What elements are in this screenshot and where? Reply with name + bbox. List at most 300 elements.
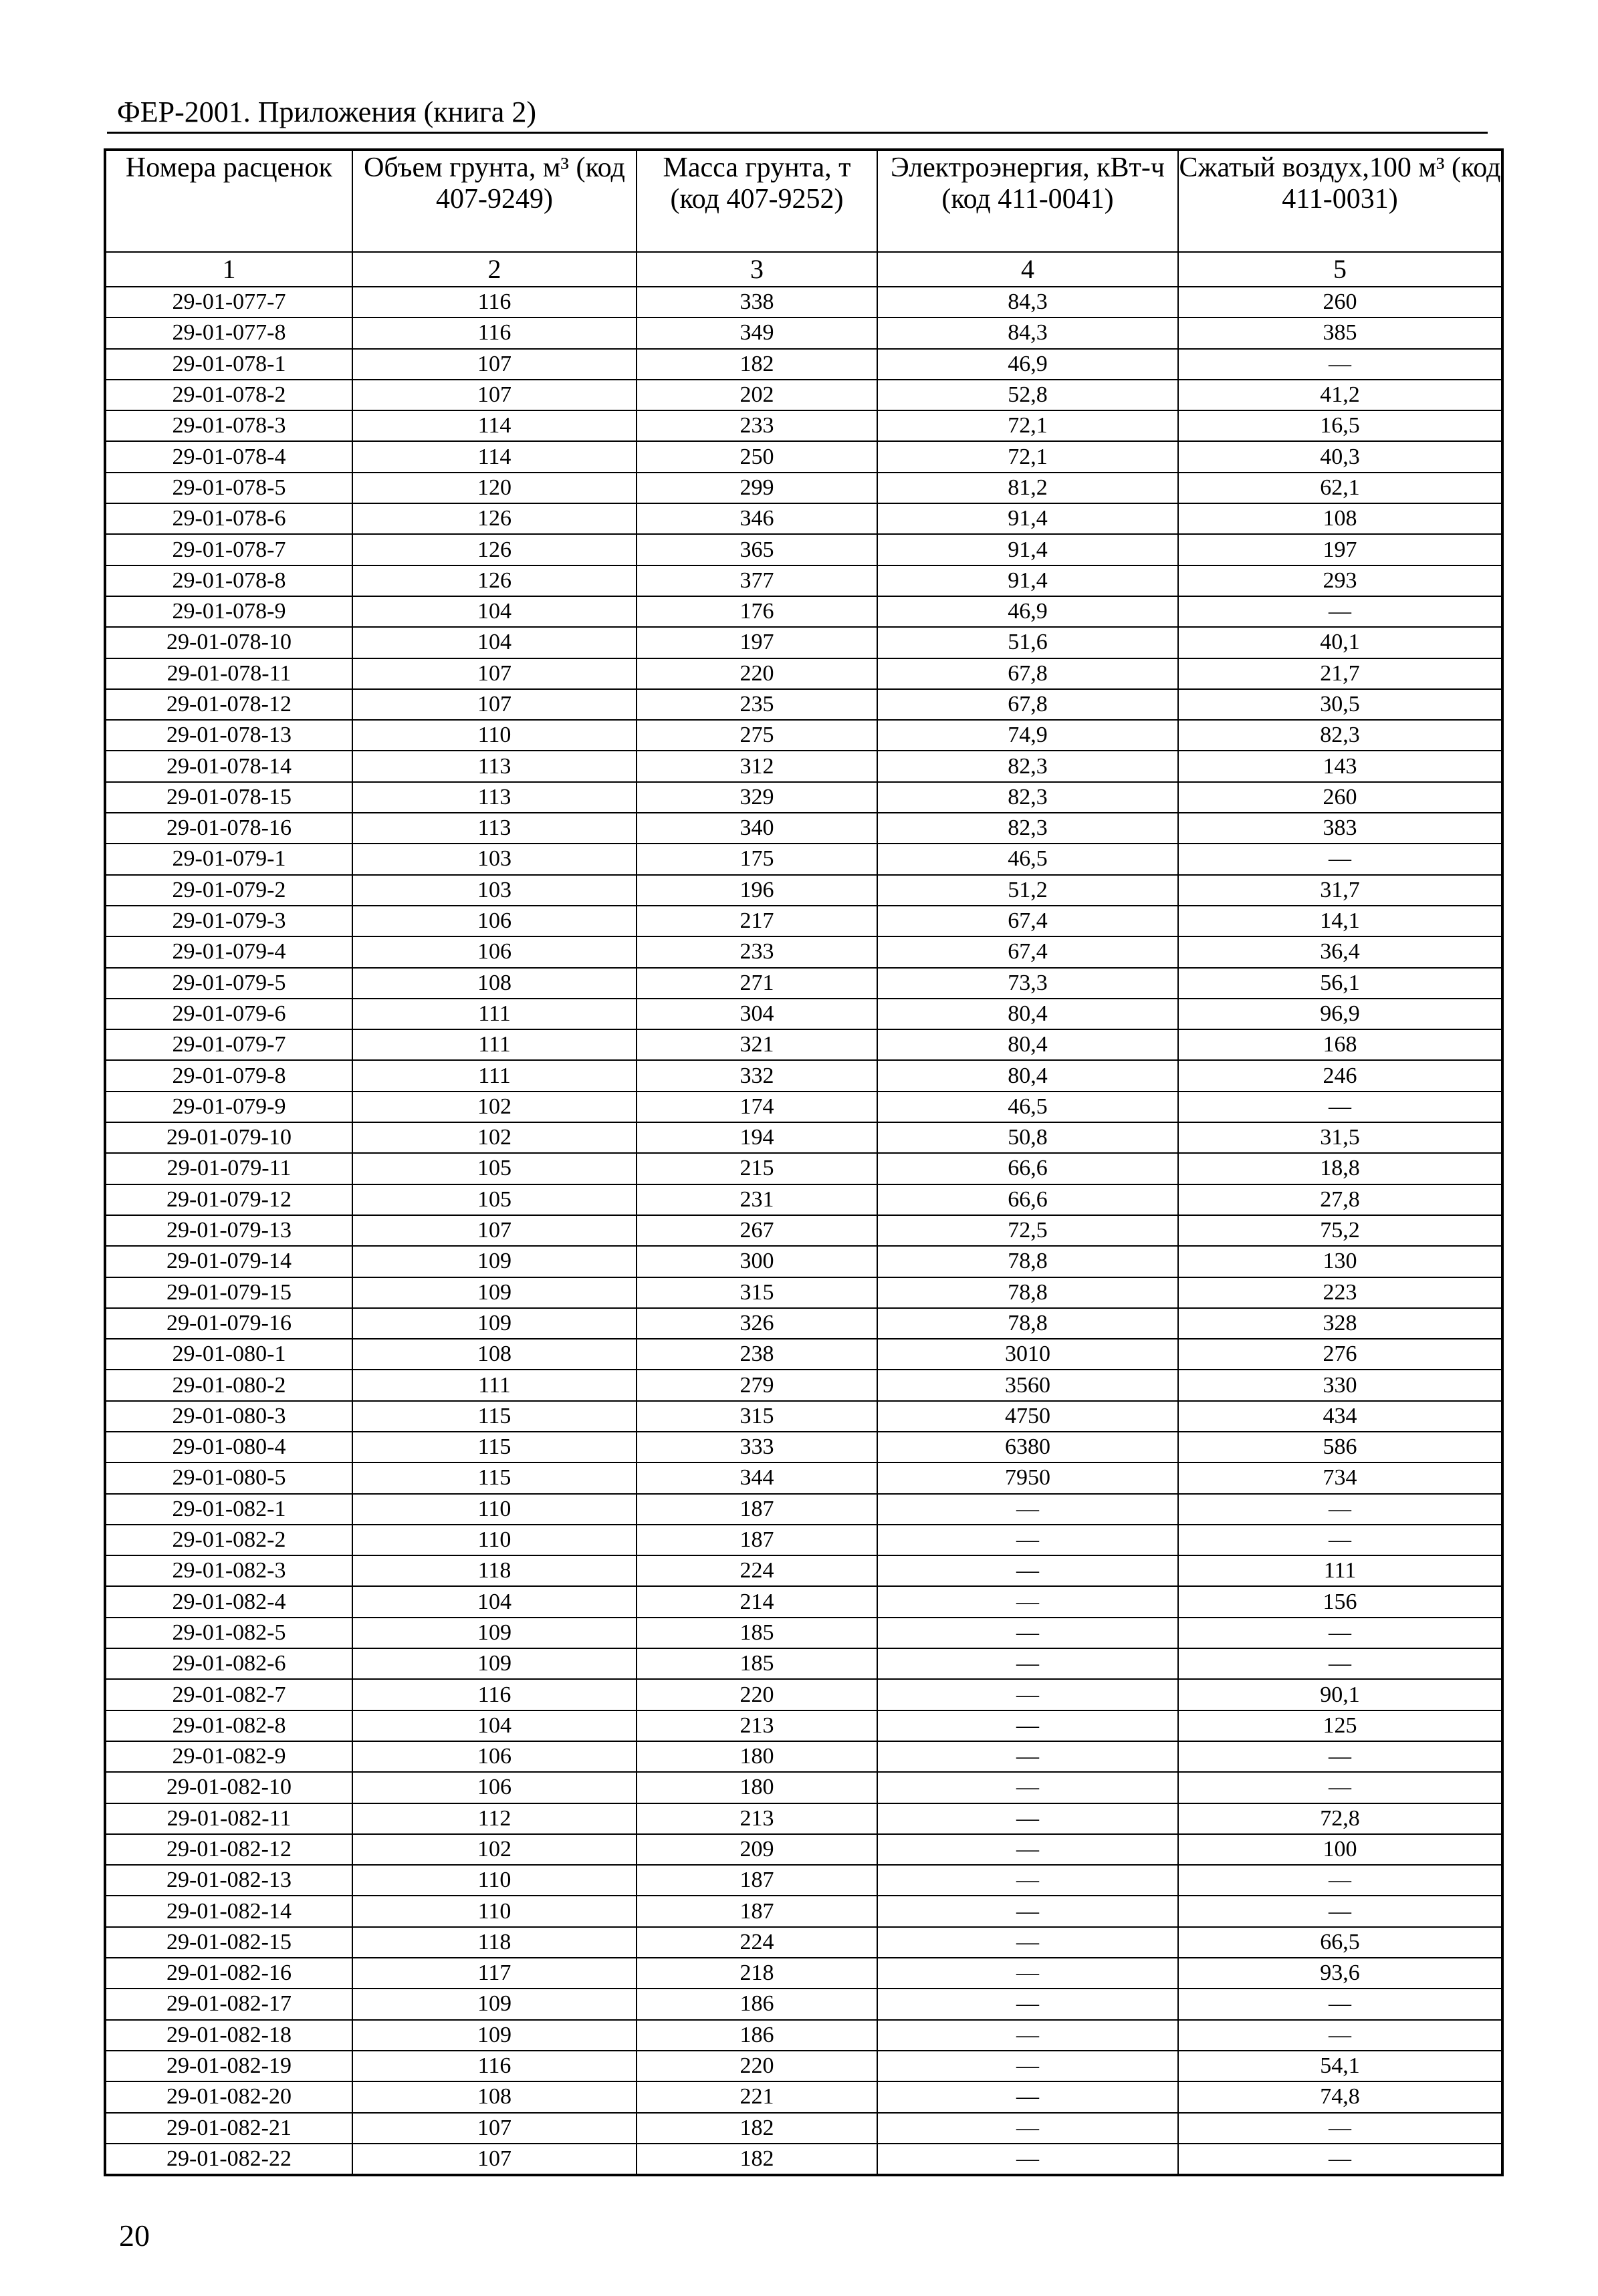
rate-number-cell: 29-01-079-9 (105, 1092, 352, 1122)
table-body (105, 287, 1502, 2175)
rate-number-cell: 29-01-078-3 (105, 410, 352, 441)
table-row (105, 1432, 1502, 1462)
column-number: 2 (352, 252, 637, 287)
rate-number-cell: 29-01-079-16 (105, 1308, 352, 1339)
electricity-cell: — (877, 1865, 1178, 1896)
electricity-cell: 72,5 (877, 1215, 1178, 1246)
soil-volume-cell: 126 (352, 565, 637, 596)
soil-volume-cell: 109 (352, 1277, 637, 1308)
rate-number-cell: 29-01-082-3 (105, 1555, 352, 1586)
table-row (105, 1184, 1502, 1215)
soil-mass-cell: 326 (637, 1308, 877, 1339)
compressed-air-cell: 111 (1178, 1555, 1502, 1586)
soil-volume-cell: 113 (352, 782, 637, 813)
soil-mass-cell: 213 (637, 1803, 877, 1834)
soil-mass-cell: 220 (637, 658, 877, 689)
compressed-air-cell: 66,5 (1178, 1927, 1502, 1958)
table-row (105, 2051, 1502, 2081)
electricity-cell: — (877, 1896, 1178, 1926)
compressed-air-cell: — (1178, 1989, 1502, 2019)
soil-mass-cell: 233 (637, 410, 877, 441)
table-row (105, 936, 1502, 967)
soil-mass-cell: 304 (637, 999, 877, 1029)
page-header-title: ФЕР-2001. Приложения (книга 2) (117, 96, 536, 128)
rate-number-cell: 29-01-079-8 (105, 1060, 352, 1091)
rate-number-cell: 29-01-079-7 (105, 1029, 352, 1060)
rate-number-cell: 29-01-082-17 (105, 1989, 352, 2019)
compressed-air-cell: 62,1 (1178, 473, 1502, 503)
compressed-air-cell: 130 (1178, 1246, 1502, 1277)
electricity-cell: — (877, 2113, 1178, 2144)
soil-volume-cell: 118 (352, 1927, 637, 1958)
soil-volume-cell: 106 (352, 1741, 637, 1772)
electricity-cell: — (877, 1989, 1178, 2019)
electricity-cell: 84,3 (877, 287, 1178, 317)
column-header-rate-numbers: Номера расценок (105, 150, 352, 252)
rate-number-cell: 29-01-082-22 (105, 2144, 352, 2175)
electricity-cell: 46,9 (877, 349, 1178, 380)
soil-mass-cell: 315 (637, 1277, 877, 1308)
soil-mass-cell: 220 (637, 1679, 877, 1710)
soil-mass-cell: 279 (637, 1370, 877, 1400)
compressed-air-cell: — (1178, 2020, 1502, 2051)
rate-number-cell: 29-01-082-4 (105, 1586, 352, 1617)
soil-mass-cell: 235 (637, 689, 877, 720)
rate-number-cell: 29-01-082-20 (105, 2081, 352, 2112)
rate-number-cell: 29-01-078-14 (105, 751, 352, 781)
soil-volume-cell: 103 (352, 875, 637, 906)
soil-volume-cell: 107 (352, 1215, 637, 1246)
rate-number-cell: 29-01-082-13 (105, 1865, 352, 1896)
compressed-air-cell: — (1178, 1092, 1502, 1122)
table-row (105, 1958, 1502, 1989)
soil-volume-cell: 108 (352, 968, 637, 999)
rate-number-cell: 29-01-078-2 (105, 380, 352, 410)
electricity-cell: — (877, 1494, 1178, 1525)
soil-volume-cell: 111 (352, 1060, 637, 1091)
table-row (105, 441, 1502, 472)
soil-volume-cell: 105 (352, 1153, 637, 1184)
soil-volume-cell: 102 (352, 1834, 637, 1865)
soil-volume-cell: 115 (352, 1401, 637, 1432)
rate-number-cell: 29-01-082-9 (105, 1741, 352, 1772)
table-row (105, 813, 1502, 844)
electricity-cell: 3010 (877, 1339, 1178, 1370)
compressed-air-cell: — (1178, 1741, 1502, 1772)
soil-mass-cell: 340 (637, 813, 877, 844)
soil-volume-cell: 107 (352, 689, 637, 720)
soil-mass-cell: 187 (637, 1525, 877, 1555)
table-row (105, 875, 1502, 906)
soil-volume-cell: 117 (352, 1958, 637, 1989)
soil-volume-cell: 116 (352, 1679, 637, 1710)
rate-number-cell: 29-01-079-14 (105, 1246, 352, 1277)
rate-number-cell: 29-01-079-6 (105, 999, 352, 1029)
electricity-cell: — (877, 2081, 1178, 2112)
column-header-electricity: Электроэнергия, кВт-ч (код 411-0041) (877, 150, 1178, 252)
table-row (105, 1246, 1502, 1277)
soil-volume-cell: 115 (352, 1462, 637, 1493)
soil-mass-cell: 329 (637, 782, 877, 813)
table-row (105, 1339, 1502, 1370)
electricity-cell: — (877, 1555, 1178, 1586)
table-row (105, 349, 1502, 380)
table-row (105, 720, 1502, 751)
electricity-cell: 7950 (877, 1462, 1178, 1493)
electricity-cell: 82,3 (877, 782, 1178, 813)
rate-number-cell: 29-01-082-18 (105, 2020, 352, 2051)
table-row (105, 1370, 1502, 1400)
electricity-cell: 67,4 (877, 906, 1178, 936)
soil-volume-cell: 109 (352, 1308, 637, 1339)
soil-volume-cell: 108 (352, 2081, 637, 2112)
compressed-air-cell: 260 (1178, 287, 1502, 317)
compressed-air-cell: 56,1 (1178, 968, 1502, 999)
rate-number-cell: 29-01-078-1 (105, 349, 352, 380)
soil-mass-cell: 271 (637, 968, 877, 999)
rate-number-cell: 29-01-082-8 (105, 1710, 352, 1741)
compressed-air-cell: 31,5 (1178, 1122, 1502, 1153)
column-header-soil-volume: Объем грунта, м³ (код 407-9249) (352, 150, 637, 252)
column-numbers-row (105, 252, 1502, 287)
table-row (105, 1896, 1502, 1926)
soil-mass-cell: 180 (637, 1741, 877, 1772)
column-number: 3 (637, 252, 877, 287)
electricity-cell: 6380 (877, 1432, 1178, 1462)
soil-volume-cell: 106 (352, 1772, 637, 1803)
rate-number-cell: 29-01-079-15 (105, 1277, 352, 1308)
soil-volume-cell: 109 (352, 1648, 637, 1679)
header-rule (107, 132, 1488, 134)
compressed-air-cell: 40,1 (1178, 627, 1502, 658)
compressed-air-cell: 108 (1178, 503, 1502, 534)
electricity-cell: — (877, 1618, 1178, 1648)
table-row (105, 1927, 1502, 1958)
table-row (105, 1462, 1502, 1493)
table-row (105, 473, 1502, 503)
table-row (105, 287, 1502, 317)
soil-volume-cell: 120 (352, 473, 637, 503)
soil-mass-cell: 221 (637, 2081, 877, 2112)
soil-volume-cell: 116 (352, 287, 637, 317)
rate-number-cell: 29-01-079-5 (105, 968, 352, 999)
table-row (105, 1989, 1502, 2019)
electricity-cell: 78,8 (877, 1308, 1178, 1339)
rate-number-cell: 29-01-080-2 (105, 1370, 352, 1400)
rate-number-cell: 29-01-079-4 (105, 936, 352, 967)
soil-volume-cell: 105 (352, 1184, 637, 1215)
compressed-air-cell: — (1178, 1525, 1502, 1555)
soil-volume-cell: 110 (352, 720, 637, 751)
soil-mass-cell: 312 (637, 751, 877, 781)
soil-volume-cell: 104 (352, 1586, 637, 1617)
compressed-air-cell: 734 (1178, 1462, 1502, 1493)
electricity-cell: 66,6 (877, 1184, 1178, 1215)
soil-volume-cell: 112 (352, 1803, 637, 1834)
rate-number-cell: 29-01-078-16 (105, 813, 352, 844)
table-row (105, 2020, 1502, 2051)
rates-table (104, 148, 1504, 2176)
electricity-cell: 46,5 (877, 844, 1178, 874)
soil-mass-cell: 217 (637, 906, 877, 936)
soil-mass-cell: 275 (637, 720, 877, 751)
electricity-cell: — (877, 1648, 1178, 1679)
table-row (105, 627, 1502, 658)
electricity-cell: 80,4 (877, 999, 1178, 1029)
soil-mass-cell: 197 (637, 627, 877, 658)
electricity-cell: 84,3 (877, 317, 1178, 348)
compressed-air-cell: 156 (1178, 1586, 1502, 1617)
soil-volume-cell: 107 (352, 658, 637, 689)
soil-volume-cell: 107 (352, 2144, 637, 2175)
table-row (105, 1834, 1502, 1865)
rate-number-cell: 29-01-082-6 (105, 1648, 352, 1679)
table-row (105, 1648, 1502, 1679)
rate-number-cell: 29-01-082-21 (105, 2113, 352, 2144)
soil-mass-cell: 185 (637, 1618, 877, 1648)
soil-mass-cell: 231 (637, 1184, 877, 1215)
soil-mass-cell: 174 (637, 1092, 877, 1122)
compressed-air-cell: 100 (1178, 1834, 1502, 1865)
soil-volume-cell: 106 (352, 906, 637, 936)
table-row (105, 782, 1502, 813)
soil-mass-cell: 315 (637, 1401, 877, 1432)
rate-number-cell: 29-01-078-15 (105, 782, 352, 813)
compressed-air-cell: 96,9 (1178, 999, 1502, 1029)
compressed-air-cell: 276 (1178, 1339, 1502, 1370)
table-row (105, 1803, 1502, 1834)
rate-number-cell: 29-01-078-10 (105, 627, 352, 658)
table-row (105, 1710, 1502, 1741)
rate-number-cell: 29-01-082-16 (105, 1958, 352, 1989)
soil-volume-cell: 107 (352, 2113, 637, 2144)
soil-mass-cell: 333 (637, 1432, 877, 1462)
soil-mass-cell: 175 (637, 844, 877, 874)
soil-mass-cell: 215 (637, 1153, 877, 1184)
electricity-cell: 91,4 (877, 565, 1178, 596)
compressed-air-cell: 328 (1178, 1308, 1502, 1339)
soil-mass-cell: 344 (637, 1462, 877, 1493)
table-row (105, 1277, 1502, 1308)
soil-mass-cell: 194 (637, 1122, 877, 1153)
electricity-cell: 91,4 (877, 503, 1178, 534)
electricity-cell: 80,4 (877, 1029, 1178, 1060)
electricity-cell: 72,1 (877, 410, 1178, 441)
rate-number-cell: 29-01-082-11 (105, 1803, 352, 1834)
rate-number-cell: 29-01-079-12 (105, 1184, 352, 1215)
electricity-cell: — (877, 1586, 1178, 1617)
table-row (105, 1618, 1502, 1648)
soil-mass-cell: 209 (637, 1834, 877, 1865)
soil-volume-cell: 116 (352, 2051, 637, 2081)
table-row (105, 1060, 1502, 1091)
table-row (105, 968, 1502, 999)
compressed-air-cell: 30,5 (1178, 689, 1502, 720)
electricity-cell: 67,8 (877, 689, 1178, 720)
soil-volume-cell: 126 (352, 534, 637, 565)
soil-volume-cell: 109 (352, 1618, 637, 1648)
soil-volume-cell: 126 (352, 503, 637, 534)
soil-volume-cell: 114 (352, 441, 637, 472)
compressed-air-cell: 143 (1178, 751, 1502, 781)
soil-mass-cell: 182 (637, 2144, 877, 2175)
soil-volume-cell: 109 (352, 1246, 637, 1277)
electricity-cell: — (877, 1834, 1178, 1865)
electricity-cell: — (877, 1710, 1178, 1741)
compressed-air-cell: 21,7 (1178, 658, 1502, 689)
soil-volume-cell: 108 (352, 1339, 637, 1370)
rate-number-cell: 29-01-079-3 (105, 906, 352, 936)
electricity-cell: — (877, 2144, 1178, 2175)
compressed-air-cell: 41,2 (1178, 380, 1502, 410)
rate-number-cell: 29-01-079-11 (105, 1153, 352, 1184)
table-row (105, 503, 1502, 534)
table-row (105, 2113, 1502, 2144)
soil-mass-cell: 224 (637, 1555, 877, 1586)
rate-number-cell: 29-01-082-2 (105, 1525, 352, 1555)
compressed-air-cell: 18,8 (1178, 1153, 1502, 1184)
table-row (105, 1494, 1502, 1525)
soil-volume-cell: 104 (352, 596, 637, 627)
compressed-air-cell: 75,2 (1178, 1215, 1502, 1246)
electricity-cell: 67,8 (877, 658, 1178, 689)
compressed-air-cell: 74,8 (1178, 2081, 1502, 2112)
table-row (105, 658, 1502, 689)
electricity-cell: 66,6 (877, 1153, 1178, 1184)
soil-mass-cell: 182 (637, 2113, 877, 2144)
soil-mass-cell: 365 (637, 534, 877, 565)
compressed-air-cell: 223 (1178, 1277, 1502, 1308)
electricity-cell: — (877, 1772, 1178, 1803)
table-row (105, 1153, 1502, 1184)
table-row (105, 317, 1502, 348)
soil-volume-cell: 113 (352, 813, 637, 844)
soil-mass-cell: 267 (637, 1215, 877, 1246)
compressed-air-cell: 16,5 (1178, 410, 1502, 441)
soil-volume-cell: 104 (352, 1710, 637, 1741)
table-row (105, 1308, 1502, 1339)
table-row (105, 410, 1502, 441)
soil-volume-cell: 109 (352, 2020, 637, 2051)
compressed-air-cell: 72,8 (1178, 1803, 1502, 1834)
soil-mass-cell: 176 (637, 596, 877, 627)
electricity-cell: 50,8 (877, 1122, 1178, 1153)
table-row (105, 1092, 1502, 1122)
compressed-air-cell: — (1178, 2113, 1502, 2144)
table-row (105, 844, 1502, 874)
rate-number-cell: 29-01-078-5 (105, 473, 352, 503)
electricity-cell: 78,8 (877, 1277, 1178, 1308)
electricity-cell: 82,3 (877, 813, 1178, 844)
compressed-air-cell: 82,3 (1178, 720, 1502, 751)
soil-mass-cell: 238 (637, 1339, 877, 1370)
compressed-air-cell: — (1178, 349, 1502, 380)
compressed-air-cell: — (1178, 1772, 1502, 1803)
soil-volume-cell: 104 (352, 627, 637, 658)
soil-volume-cell: 102 (352, 1122, 637, 1153)
table-row (105, 689, 1502, 720)
rate-number-cell: 29-01-080-4 (105, 1432, 352, 1462)
soil-mass-cell: 233 (637, 936, 877, 967)
electricity-cell: — (877, 1741, 1178, 1772)
soil-mass-cell: 299 (637, 473, 877, 503)
compressed-air-cell: 385 (1178, 317, 1502, 348)
soil-mass-cell: 332 (637, 1060, 877, 1091)
soil-volume-cell: 116 (352, 317, 637, 348)
electricity-cell: 91,4 (877, 534, 1178, 565)
compressed-air-cell: 93,6 (1178, 1958, 1502, 1989)
soil-volume-cell: 110 (352, 1494, 637, 1525)
compressed-air-cell: — (1178, 1648, 1502, 1679)
soil-mass-cell: 338 (637, 287, 877, 317)
electricity-cell: 52,8 (877, 380, 1178, 410)
soil-mass-cell: 180 (637, 1772, 877, 1803)
soil-volume-cell: 110 (352, 1525, 637, 1555)
table-row (105, 2144, 1502, 2175)
soil-volume-cell: 107 (352, 349, 637, 380)
rate-number-cell: 29-01-082-15 (105, 1927, 352, 1958)
rate-number-cell: 29-01-082-14 (105, 1896, 352, 1926)
rate-number-cell: 29-01-079-10 (105, 1122, 352, 1153)
electricity-cell: 73,3 (877, 968, 1178, 999)
compressed-air-cell: 14,1 (1178, 906, 1502, 936)
electricity-cell: 46,9 (877, 596, 1178, 627)
table-row (105, 534, 1502, 565)
rate-number-cell: 29-01-078-12 (105, 689, 352, 720)
soil-mass-cell: 187 (637, 1494, 877, 1525)
column-number: 4 (877, 252, 1178, 287)
soil-mass-cell: 186 (637, 2020, 877, 2051)
soil-mass-cell: 187 (637, 1865, 877, 1896)
electricity-cell: 81,2 (877, 473, 1178, 503)
compressed-air-cell: 168 (1178, 1029, 1502, 1060)
compressed-air-cell: 330 (1178, 1370, 1502, 1400)
table-row (105, 2081, 1502, 2112)
rate-number-cell: 29-01-078-8 (105, 565, 352, 596)
electricity-cell: — (877, 1803, 1178, 1834)
table-row (105, 1401, 1502, 1432)
compressed-air-cell: — (1178, 1618, 1502, 1648)
electricity-cell: — (877, 2020, 1178, 2051)
compressed-air-cell: 383 (1178, 813, 1502, 844)
compressed-air-cell: 293 (1178, 565, 1502, 596)
column-number: 1 (105, 252, 352, 287)
soil-volume-cell: 114 (352, 410, 637, 441)
rate-number-cell: 29-01-082-12 (105, 1834, 352, 1865)
electricity-cell: 80,4 (877, 1060, 1178, 1091)
table-row (105, 1772, 1502, 1803)
soil-volume-cell: 113 (352, 751, 637, 781)
rate-number-cell: 29-01-078-13 (105, 720, 352, 751)
electricity-cell: — (877, 1927, 1178, 1958)
compressed-air-cell: 125 (1178, 1710, 1502, 1741)
compressed-air-cell: — (1178, 2144, 1502, 2175)
compressed-air-cell: — (1178, 1865, 1502, 1896)
rate-number-cell: 29-01-077-8 (105, 317, 352, 348)
rate-number-cell: 29-01-082-10 (105, 1772, 352, 1803)
electricity-cell: 72,1 (877, 441, 1178, 472)
rate-number-cell: 29-01-082-5 (105, 1618, 352, 1648)
soil-volume-cell: 111 (352, 999, 637, 1029)
soil-volume-cell: 111 (352, 1029, 637, 1060)
table-row (105, 906, 1502, 936)
electricity-cell: 4750 (877, 1401, 1178, 1432)
soil-volume-cell: 106 (352, 936, 637, 967)
table-row (105, 1122, 1502, 1153)
rate-number-cell: 29-01-077-7 (105, 287, 352, 317)
compressed-air-cell: 54,1 (1178, 2051, 1502, 2081)
rate-number-cell: 29-01-082-1 (105, 1494, 352, 1525)
